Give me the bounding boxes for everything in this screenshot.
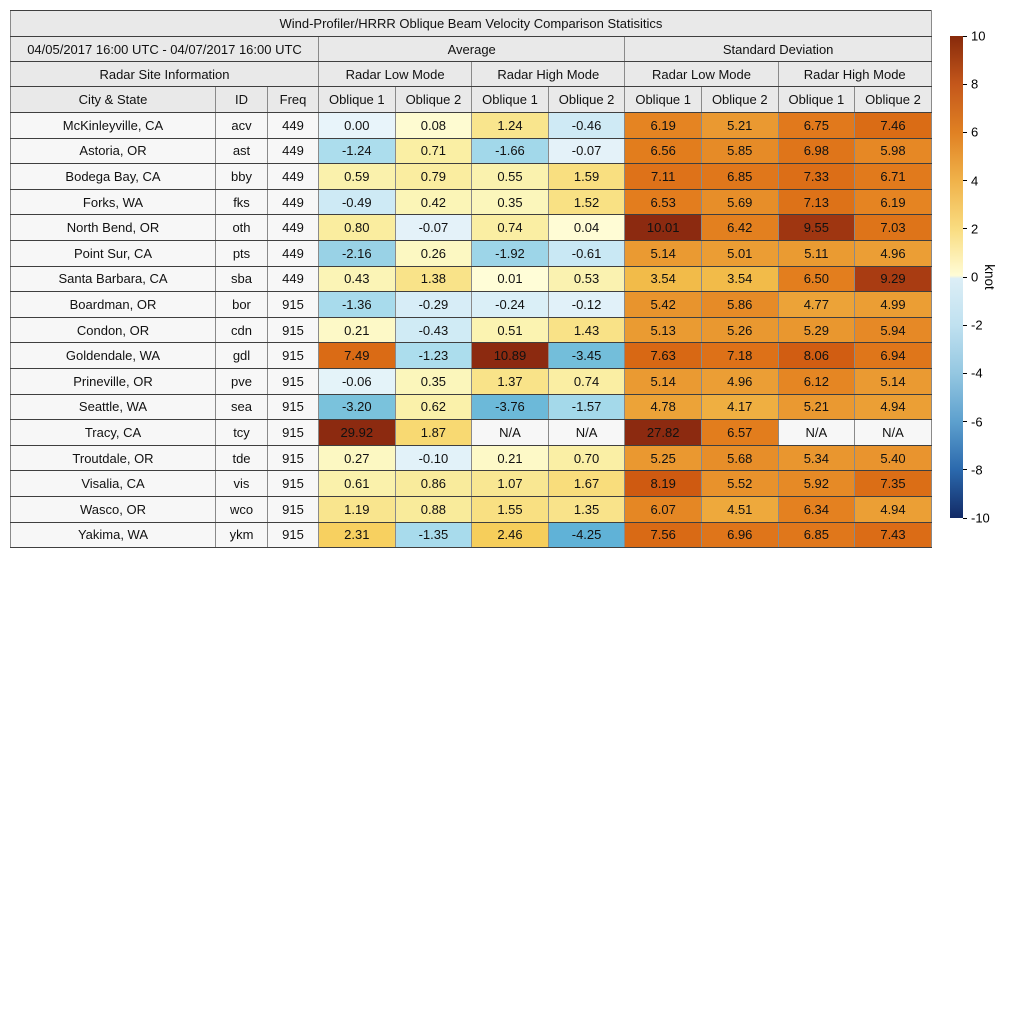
city-state-header: City & State xyxy=(11,87,216,113)
freq-cell: 915 xyxy=(268,394,319,420)
value-cell: 0.62 xyxy=(395,394,472,420)
colorbar-tick xyxy=(963,180,967,181)
colorbar-tick xyxy=(963,325,967,326)
value-cell: 1.35 xyxy=(548,496,625,522)
table-row xyxy=(11,266,932,292)
colorbar-tick xyxy=(963,84,967,85)
colorbar-tick xyxy=(963,469,967,470)
value-cell: 0.74 xyxy=(548,368,625,394)
freq-cell: 915 xyxy=(268,471,319,497)
id-cell: sea xyxy=(216,394,268,420)
city-cell: Santa Barbara, CA xyxy=(11,266,216,292)
value-cell: 6.98 xyxy=(778,138,855,164)
id-cell: bor xyxy=(216,292,268,318)
oblique1-header: Oblique 1 xyxy=(472,87,549,113)
city-cell: Astoria, OR xyxy=(11,138,216,164)
id-cell: bby xyxy=(216,164,268,190)
value-cell: 27.82 xyxy=(625,420,702,446)
colorbar-tick xyxy=(963,518,967,519)
freq-cell: 449 xyxy=(268,164,319,190)
freq-cell: 915 xyxy=(268,343,319,369)
value-cell: -4.25 xyxy=(548,522,625,548)
value-cell: 0.01 xyxy=(472,266,549,292)
value-cell: 0.21 xyxy=(319,317,396,343)
value-cell: 0.43 xyxy=(319,266,396,292)
freq-cell: 449 xyxy=(268,266,319,292)
value-cell: -3.76 xyxy=(472,394,549,420)
std-deviation-group-header: Standard Deviation xyxy=(625,37,931,62)
value-cell: 0.04 xyxy=(548,215,625,241)
value-cell: 0.59 xyxy=(319,164,396,190)
average-group-header: Average xyxy=(319,37,625,62)
value-cell: 2.46 xyxy=(472,522,549,548)
id-cell: wco xyxy=(216,496,268,522)
table-row xyxy=(11,471,932,497)
value-cell: -0.07 xyxy=(395,215,472,241)
id-cell: vis xyxy=(216,471,268,497)
value-cell: N/A xyxy=(472,420,549,446)
comparison-table xyxy=(10,10,932,548)
id-cell: acv xyxy=(216,113,268,139)
value-cell: 5.69 xyxy=(701,189,778,215)
value-cell: 0.70 xyxy=(548,445,625,471)
value-cell: 0.80 xyxy=(319,215,396,241)
std-low-mode-header: Radar Low Mode xyxy=(625,62,778,87)
value-cell: 5.34 xyxy=(778,445,855,471)
city-cell: Condon, OR xyxy=(11,317,216,343)
city-cell: Visalia, CA xyxy=(11,471,216,497)
value-cell: 5.42 xyxy=(625,292,702,318)
oblique1-header: Oblique 1 xyxy=(319,87,396,113)
value-cell: N/A xyxy=(855,420,932,446)
value-cell: 6.07 xyxy=(625,496,702,522)
value-cell: 5.85 xyxy=(701,138,778,164)
value-cell: 6.19 xyxy=(625,113,702,139)
city-cell: McKinleyville, CA xyxy=(11,113,216,139)
table-row xyxy=(11,394,932,420)
value-cell: 0.55 xyxy=(472,164,549,190)
value-cell: 4.17 xyxy=(701,394,778,420)
value-cell: 7.56 xyxy=(625,522,702,548)
value-cell: -0.12 xyxy=(548,292,625,318)
value-cell: 0.74 xyxy=(472,215,549,241)
id-cell: cdn xyxy=(216,317,268,343)
id-header: ID xyxy=(216,87,268,113)
colorbar-tick xyxy=(963,373,967,374)
value-cell: 5.14 xyxy=(625,240,702,266)
value-cell: -1.92 xyxy=(472,240,549,266)
value-cell: -1.35 xyxy=(395,522,472,548)
table-row xyxy=(11,215,932,241)
value-cell: 5.21 xyxy=(701,113,778,139)
colorbar-tick xyxy=(963,36,967,37)
value-cell: 5.01 xyxy=(701,240,778,266)
value-cell: 6.96 xyxy=(701,522,778,548)
id-cell: fks xyxy=(216,189,268,215)
value-cell: -0.24 xyxy=(472,292,549,318)
freq-cell: 915 xyxy=(268,445,319,471)
value-cell: 5.14 xyxy=(625,368,702,394)
value-cell: 0.27 xyxy=(319,445,396,471)
table-row xyxy=(11,164,932,190)
colorbar-tick-label: -4 xyxy=(971,365,983,381)
value-cell: 7.46 xyxy=(855,113,932,139)
city-cell: Point Sur, CA xyxy=(11,240,216,266)
value-cell: 0.21 xyxy=(472,445,549,471)
value-cell: 7.35 xyxy=(855,471,932,497)
colorbar-tick-label: -6 xyxy=(971,414,983,430)
freq-cell: 449 xyxy=(268,240,319,266)
city-cell: Goldendale, WA xyxy=(11,343,216,369)
value-cell: 5.11 xyxy=(778,240,855,266)
value-cell: 5.13 xyxy=(625,317,702,343)
table-row xyxy=(11,113,932,139)
table-row xyxy=(11,368,932,394)
value-cell: 29.92 xyxy=(319,420,396,446)
city-cell: Wasco, OR xyxy=(11,496,216,522)
colorbar-tick xyxy=(963,421,967,422)
value-cell: 1.59 xyxy=(548,164,625,190)
freq-cell: 449 xyxy=(268,189,319,215)
value-cell: 2.31 xyxy=(319,522,396,548)
value-cell: 6.85 xyxy=(701,164,778,190)
value-cell: 0.79 xyxy=(395,164,472,190)
value-cell: -1.24 xyxy=(319,138,396,164)
value-cell: 0.08 xyxy=(395,113,472,139)
value-cell: -0.07 xyxy=(548,138,625,164)
value-cell: -1.23 xyxy=(395,343,472,369)
id-cell: oth xyxy=(216,215,268,241)
table-row xyxy=(11,496,932,522)
value-cell: 4.94 xyxy=(855,394,932,420)
value-cell: 5.21 xyxy=(778,394,855,420)
value-cell: 4.51 xyxy=(701,496,778,522)
value-cell: -1.66 xyxy=(472,138,549,164)
table-row xyxy=(11,445,932,471)
value-cell: 4.94 xyxy=(855,496,932,522)
value-cell: 0.26 xyxy=(395,240,472,266)
value-cell: 10.01 xyxy=(625,215,702,241)
freq-cell: 915 xyxy=(268,420,319,446)
value-cell: 9.29 xyxy=(855,266,932,292)
avg-low-mode-header: Radar Low Mode xyxy=(319,62,472,87)
value-cell: 7.13 xyxy=(778,189,855,215)
freq-cell: 449 xyxy=(268,113,319,139)
id-cell: tcy xyxy=(216,420,268,446)
group-header-row xyxy=(11,37,932,62)
id-cell: ast xyxy=(216,138,268,164)
value-cell: 0.88 xyxy=(395,496,472,522)
city-cell: Yakima, WA xyxy=(11,522,216,548)
value-cell: -3.20 xyxy=(319,394,396,420)
value-cell: 6.71 xyxy=(855,164,932,190)
value-cell: 6.19 xyxy=(855,189,932,215)
avg-high-mode-header: Radar High Mode xyxy=(472,62,625,87)
city-cell: Tracy, CA xyxy=(11,420,216,446)
colorbar-tick xyxy=(963,132,967,133)
table-row xyxy=(11,292,932,318)
table-row xyxy=(11,317,932,343)
value-cell: 7.33 xyxy=(778,164,855,190)
value-cell: -0.10 xyxy=(395,445,472,471)
id-cell: pts xyxy=(216,240,268,266)
value-cell: 6.50 xyxy=(778,266,855,292)
value-cell: 0.86 xyxy=(395,471,472,497)
city-cell: Troutdale, OR xyxy=(11,445,216,471)
value-cell: 3.54 xyxy=(625,266,702,292)
value-cell: 6.57 xyxy=(701,420,778,446)
value-cell: 7.18 xyxy=(701,343,778,369)
table-row xyxy=(11,240,932,266)
mode-header-row xyxy=(11,62,932,87)
oblique2-header: Oblique 2 xyxy=(701,87,778,113)
id-cell: sba xyxy=(216,266,268,292)
value-cell: 6.53 xyxy=(625,189,702,215)
page-title: Wind-Profiler/HRRR Oblique Beam Velocity Comparison Statisitics xyxy=(11,11,932,37)
value-cell: 5.40 xyxy=(855,445,932,471)
value-cell: 5.52 xyxy=(701,471,778,497)
freq-cell: 449 xyxy=(268,215,319,241)
city-cell: Boardman, OR xyxy=(11,292,216,318)
value-cell: -1.57 xyxy=(548,394,625,420)
colorbar-gradient xyxy=(950,36,963,518)
colorbar-tick xyxy=(963,277,967,278)
table-row xyxy=(11,343,932,369)
value-cell: 6.94 xyxy=(855,343,932,369)
value-cell: 4.96 xyxy=(855,240,932,266)
value-cell: 1.87 xyxy=(395,420,472,446)
freq-cell: 915 xyxy=(268,292,319,318)
value-cell: 8.19 xyxy=(625,471,702,497)
value-cell: 0.51 xyxy=(472,317,549,343)
value-cell: 0.61 xyxy=(319,471,396,497)
value-cell: 5.29 xyxy=(778,317,855,343)
value-cell: -0.29 xyxy=(395,292,472,318)
value-cell: 10.89 xyxy=(472,343,549,369)
value-cell: 6.42 xyxy=(701,215,778,241)
value-cell: 7.43 xyxy=(855,522,932,548)
colorbar-tick xyxy=(963,228,967,229)
colorbar-tick-label: 10 xyxy=(971,28,986,44)
colorbar-tick-label: -10 xyxy=(971,510,990,526)
oblique1-header: Oblique 1 xyxy=(625,87,702,113)
value-cell: 1.67 xyxy=(548,471,625,497)
id-cell: pve xyxy=(216,368,268,394)
city-cell: Seattle, WA xyxy=(11,394,216,420)
value-cell: 1.52 xyxy=(548,189,625,215)
value-cell: N/A xyxy=(778,420,855,446)
value-cell: 5.92 xyxy=(778,471,855,497)
value-cell: 5.94 xyxy=(855,317,932,343)
value-cell: 5.26 xyxy=(701,317,778,343)
oblique2-header: Oblique 2 xyxy=(855,87,932,113)
value-cell: 1.43 xyxy=(548,317,625,343)
value-cell: 6.75 xyxy=(778,113,855,139)
value-cell: 5.25 xyxy=(625,445,702,471)
freq-cell: 915 xyxy=(268,496,319,522)
value-cell: 6.85 xyxy=(778,522,855,548)
value-cell: -0.49 xyxy=(319,189,396,215)
colorbar-tick-label: 0 xyxy=(971,269,979,285)
value-cell: 0.71 xyxy=(395,138,472,164)
value-cell: -0.46 xyxy=(548,113,625,139)
colorbar xyxy=(950,28,1010,526)
colorbar-tick-label: 2 xyxy=(971,221,979,237)
id-cell: gdl xyxy=(216,343,268,369)
value-cell: 9.55 xyxy=(778,215,855,241)
value-cell: 0.35 xyxy=(472,189,549,215)
oblique2-header: Oblique 2 xyxy=(395,87,472,113)
freq-header: Freq xyxy=(268,87,319,113)
value-cell: -0.06 xyxy=(319,368,396,394)
value-cell: -2.16 xyxy=(319,240,396,266)
value-cell: 6.34 xyxy=(778,496,855,522)
freq-cell: 915 xyxy=(268,368,319,394)
id-cell: tde xyxy=(216,445,268,471)
city-cell: North Bend, OR xyxy=(11,215,216,241)
value-cell: 4.78 xyxy=(625,394,702,420)
city-cell: Forks, WA xyxy=(11,189,216,215)
colorbar-tick-label: 4 xyxy=(971,173,979,189)
value-cell: 3.54 xyxy=(701,266,778,292)
value-cell: 7.03 xyxy=(855,215,932,241)
site-info-header: Radar Site Information xyxy=(11,62,319,87)
oblique1-header: Oblique 1 xyxy=(778,87,855,113)
value-cell: 0.35 xyxy=(395,368,472,394)
freq-cell: 915 xyxy=(268,317,319,343)
colorbar-tick-label: 6 xyxy=(971,124,979,140)
value-cell: -0.61 xyxy=(548,240,625,266)
value-cell: 6.12 xyxy=(778,368,855,394)
city-cell: Bodega Bay, CA xyxy=(11,164,216,190)
value-cell: 1.07 xyxy=(472,471,549,497)
city-cell: Prineville, OR xyxy=(11,368,216,394)
freq-cell: 449 xyxy=(268,138,319,164)
value-cell: 1.19 xyxy=(319,496,396,522)
value-cell: -1.36 xyxy=(319,292,396,318)
value-cell: 0.53 xyxy=(548,266,625,292)
value-cell: 6.56 xyxy=(625,138,702,164)
value-cell: 4.96 xyxy=(701,368,778,394)
value-cell: 5.14 xyxy=(855,368,932,394)
value-cell: 4.99 xyxy=(855,292,932,318)
table-body xyxy=(11,113,932,548)
value-cell: 1.55 xyxy=(472,496,549,522)
freq-cell: 915 xyxy=(268,522,319,548)
date-range: 04/05/2017 16:00 UTC - 04/07/2017 16:00 UTC xyxy=(11,37,319,62)
value-cell: 5.98 xyxy=(855,138,932,164)
value-cell: 4.77 xyxy=(778,292,855,318)
std-high-mode-header: Radar High Mode xyxy=(778,62,931,87)
value-cell: 7.63 xyxy=(625,343,702,369)
id-cell: ykm xyxy=(216,522,268,548)
oblique2-header: Oblique 2 xyxy=(548,87,625,113)
value-cell: 1.38 xyxy=(395,266,472,292)
value-cell: 5.68 xyxy=(701,445,778,471)
value-cell: 7.11 xyxy=(625,164,702,190)
colorbar-tick-label: -8 xyxy=(971,462,983,478)
value-cell: -3.45 xyxy=(548,343,625,369)
value-cell: -0.43 xyxy=(395,317,472,343)
value-cell: 7.49 xyxy=(319,343,396,369)
value-cell: 0.00 xyxy=(319,113,396,139)
value-cell: 1.24 xyxy=(472,113,549,139)
column-header-row xyxy=(11,87,932,113)
value-cell: 5.86 xyxy=(701,292,778,318)
title-row xyxy=(11,11,932,37)
value-cell: N/A xyxy=(548,420,625,446)
value-cell: 8.06 xyxy=(778,343,855,369)
table-row xyxy=(11,522,932,548)
table-row xyxy=(11,138,932,164)
value-cell: 1.37 xyxy=(472,368,549,394)
table-row xyxy=(11,189,932,215)
colorbar-tick-label: 8 xyxy=(971,76,979,92)
value-cell: 0.42 xyxy=(395,189,472,215)
table-row xyxy=(11,420,932,446)
colorbar-tick-label: -2 xyxy=(971,317,983,333)
colorbar-unit-label: knot xyxy=(982,264,997,290)
